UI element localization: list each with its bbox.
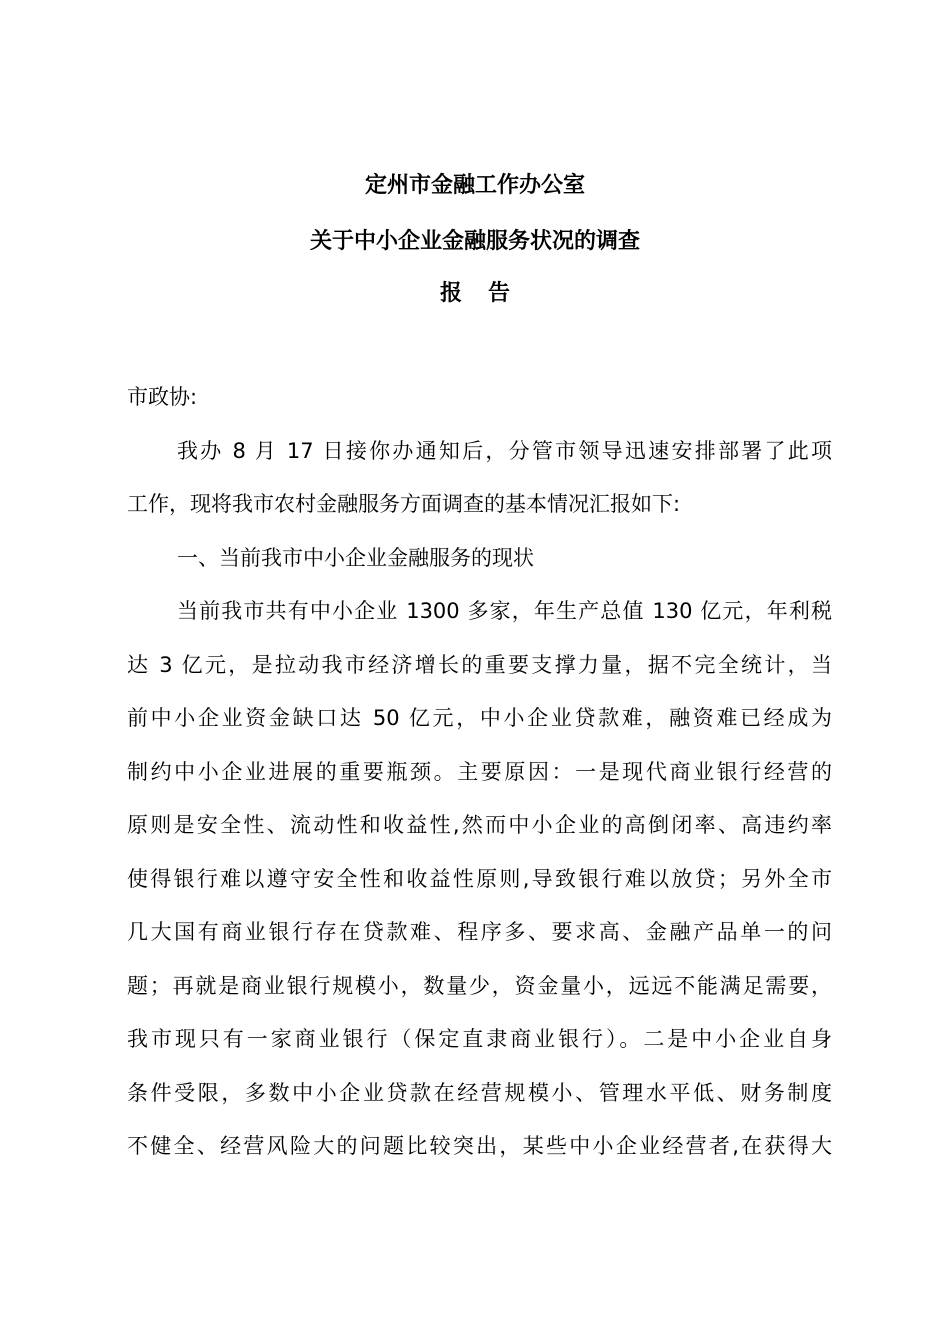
paragraph-2-line: 我市现只有一家商业银行（保定直隶商业银行）。二是中小企业自身 xyxy=(127,1027,832,1051)
paragraph-1-line: 我办 8 月 17 日接你办通知后，分管市领导迅速安排部署了此项 xyxy=(177,438,832,463)
paragraph-2-line: 使得银行难以遵守安全性和收益性原则,导致银行难以放贷；另外全市 xyxy=(127,866,832,891)
document-title-issuer: 定州市金融工作办公室 xyxy=(364,173,585,198)
paragraph-2-line: 几大国有商业银行存在贷款难、程序多、要求高、金融产品单一的问 xyxy=(127,920,832,944)
section-heading: 一、当前我市中小企业金融服务的现状 xyxy=(177,545,534,570)
paragraph-2-line: 前中小企业资金缺口达 50 亿元，中小企业贷款难，融资难已经成为 xyxy=(127,706,832,730)
paragraph-2-line: 条件受限，多数中小企业贷款在经营规模小、管理水平低、财务制度 xyxy=(127,1080,832,1105)
document-title-type: 报告 xyxy=(439,281,536,306)
paragraph-2-line: 制约中小企业进展的重要瓶颈。主要原因：一是现代商业银行经营的 xyxy=(127,759,832,784)
paragraph-2-line: 题；再就是商业银行规模小，数量少，资金量小，远远不能满足需要， xyxy=(127,973,832,998)
paragraph-2-line: 达 3 亿元，是拉动我市经济增长的重要支撑力量，据不完全统计，当 xyxy=(127,652,832,677)
paragraph-2-line: 原则是安全性、流动性和收益性,然而中小企业的高倒闭率、高违约率 xyxy=(127,813,832,837)
salutation: 市政协: xyxy=(127,385,198,409)
paragraph-2-line: 不健全、经营风险大的问题比较突出，某些中小企业经营者,在获得大 xyxy=(127,1134,832,1158)
paragraph-2-line: 当前我市共有中小企业 1300 多家，年生产总值 130 亿元，年利税 xyxy=(177,599,832,623)
paragraph-1-line: 工作，现将我市农村金融服务方面调查的基本情况汇报如下: xyxy=(127,492,681,516)
document-title-subject: 关于中小企业金融服务状况的调查 xyxy=(309,229,640,254)
document-body xyxy=(127,381,832,1184)
